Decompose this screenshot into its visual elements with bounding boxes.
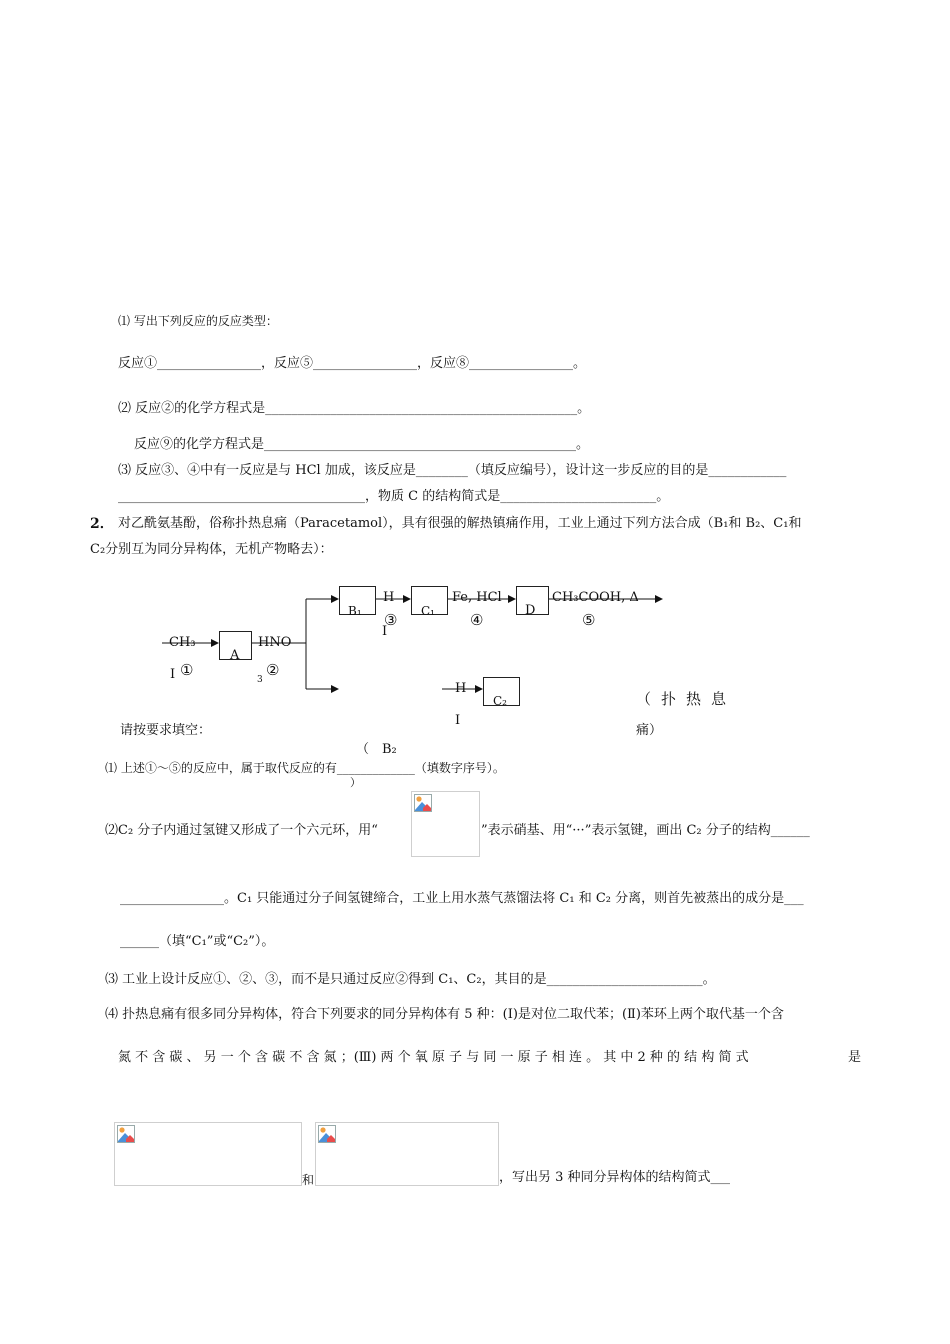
step-3-label: ③ xyxy=(384,611,398,629)
q2-part2-b: ”表示硝基、用“···”表示氢键，画出 C₂ 分子的结构______ xyxy=(481,823,810,838)
step-1-label: ① xyxy=(180,661,194,679)
q1-part1: ⑴ 写出下列反应的反应类型： xyxy=(118,314,278,328)
q1-part2b: 反应⑨的化学方程式是________________________________________________。 xyxy=(134,437,590,452)
q2-part2-c: ________________。C₁ 只能通过分子间氢键缔合，工业上用水蒸气蒸馏法将 C₁ 和 C₂ 分离，则首先被蒸出的成分是___ xyxy=(120,891,804,906)
q1-part1-blanks: 反应①________________，反应⑤________________，反应⑧________________。 xyxy=(118,356,587,371)
step-4-label: ④ xyxy=(470,611,484,629)
fill-prompt: 请按要求填空： xyxy=(120,723,212,738)
q2-number: 2． xyxy=(90,516,114,532)
broken-image-icon xyxy=(318,1125,336,1143)
isomer-structure-image-2 xyxy=(315,1122,499,1186)
reagent-acetic-acid: CH₃COOH, Δ xyxy=(552,590,639,605)
compound-b1-label: B₁ xyxy=(348,604,362,618)
compound-c1-label: C₁ xyxy=(421,604,435,618)
reagent-fe-hcl: Fe, HCl xyxy=(452,590,502,605)
q2-part4-line3: ，写出另 3 种同分异构体的结构简式___ xyxy=(499,1170,731,1185)
nitro-group-image xyxy=(411,791,480,857)
isomer-structure-image-1 xyxy=(114,1122,302,1186)
q1-part3-line1: ⑶ 反应③、④中有一反应是与 HCl 加成，该反应是________（填反应编号），设计这一步反应的目的是____________ xyxy=(118,463,787,478)
reagent-hno3-subscript: 3 xyxy=(257,675,263,685)
reagent-ch3: CH₃ xyxy=(169,635,196,650)
q2-intro-line1: 对乙酰氨基酚，俗称扑热息痛（Paracetamol），具有很强的解热镇痛作用，工业上通过下列方法合成（B₁和 B₂、C₁和 xyxy=(118,516,802,531)
and-connector: 和 xyxy=(302,1173,315,1187)
reagent-i3: I xyxy=(455,713,461,728)
step-5-label: ⑤ xyxy=(582,611,596,629)
reagent-i: I xyxy=(170,667,176,682)
b2-label-line2: ） xyxy=(350,776,361,789)
broken-image-icon xyxy=(117,1125,135,1143)
product-label-line1: （扑热息 xyxy=(636,690,737,708)
b2-label-line1: （ B₂ xyxy=(356,742,397,757)
reagent-h2: H xyxy=(455,681,467,696)
q2-part4-line2: 氮 不 含 碳 、 另 一 个 含 碳 不 含 氮 ；(Ⅲ) 两 个 氧 原 子 与 同 一 原 子 相 连 。 其 中 2 种 的 结 构 简 式 xyxy=(118,1050,749,1065)
q2-intro-line2: C₂分别互为同分异构体，无机产物略去）： xyxy=(90,542,333,557)
step-2-label: ② xyxy=(266,661,280,679)
q2-part1: ⑴ 上述①～⑤的反应中，属于取代反应的有_____________（填数字序号）。 xyxy=(105,761,505,775)
q1-part3-line2: ______________________________________，物质 C 的结构简式是________________________。 xyxy=(118,489,670,504)
compound-c2-label: C₂ xyxy=(493,694,507,708)
q2-part2-d: ______（填“C₁”或“C₂”）。 xyxy=(120,934,275,949)
broken-image-icon xyxy=(414,794,432,812)
q2-part3: ⑶ 工业上设计反应①、②、③，而不是只通过反应②得到 C₁、C₂，其目的是________________________。 xyxy=(105,972,716,987)
reagent-h: H xyxy=(383,590,395,605)
compound-a-label: A xyxy=(230,648,240,663)
reagent-hno3: HNO xyxy=(258,635,292,650)
compound-d-label: D xyxy=(525,603,536,618)
q1-part2: ⑵ 反应②的化学方程式是________________________________________________。 xyxy=(118,401,591,416)
q2-part2-a: ⑵C₂ 分子内通过氢键又形成了一个六元环，用“ xyxy=(105,823,378,838)
product-label-line2: 痛） xyxy=(636,723,663,738)
q2-part4-shi: 是 xyxy=(848,1050,862,1065)
q2-part4-line1: ⑷ 扑热息痛有很多同分异构体，符合下列要求的同分异构体有 5 种：(Ⅰ)是对位二取代苯；(Ⅱ)苯环上两个取代基一个含 xyxy=(105,1007,784,1022)
reagent-i2: I xyxy=(382,624,388,639)
